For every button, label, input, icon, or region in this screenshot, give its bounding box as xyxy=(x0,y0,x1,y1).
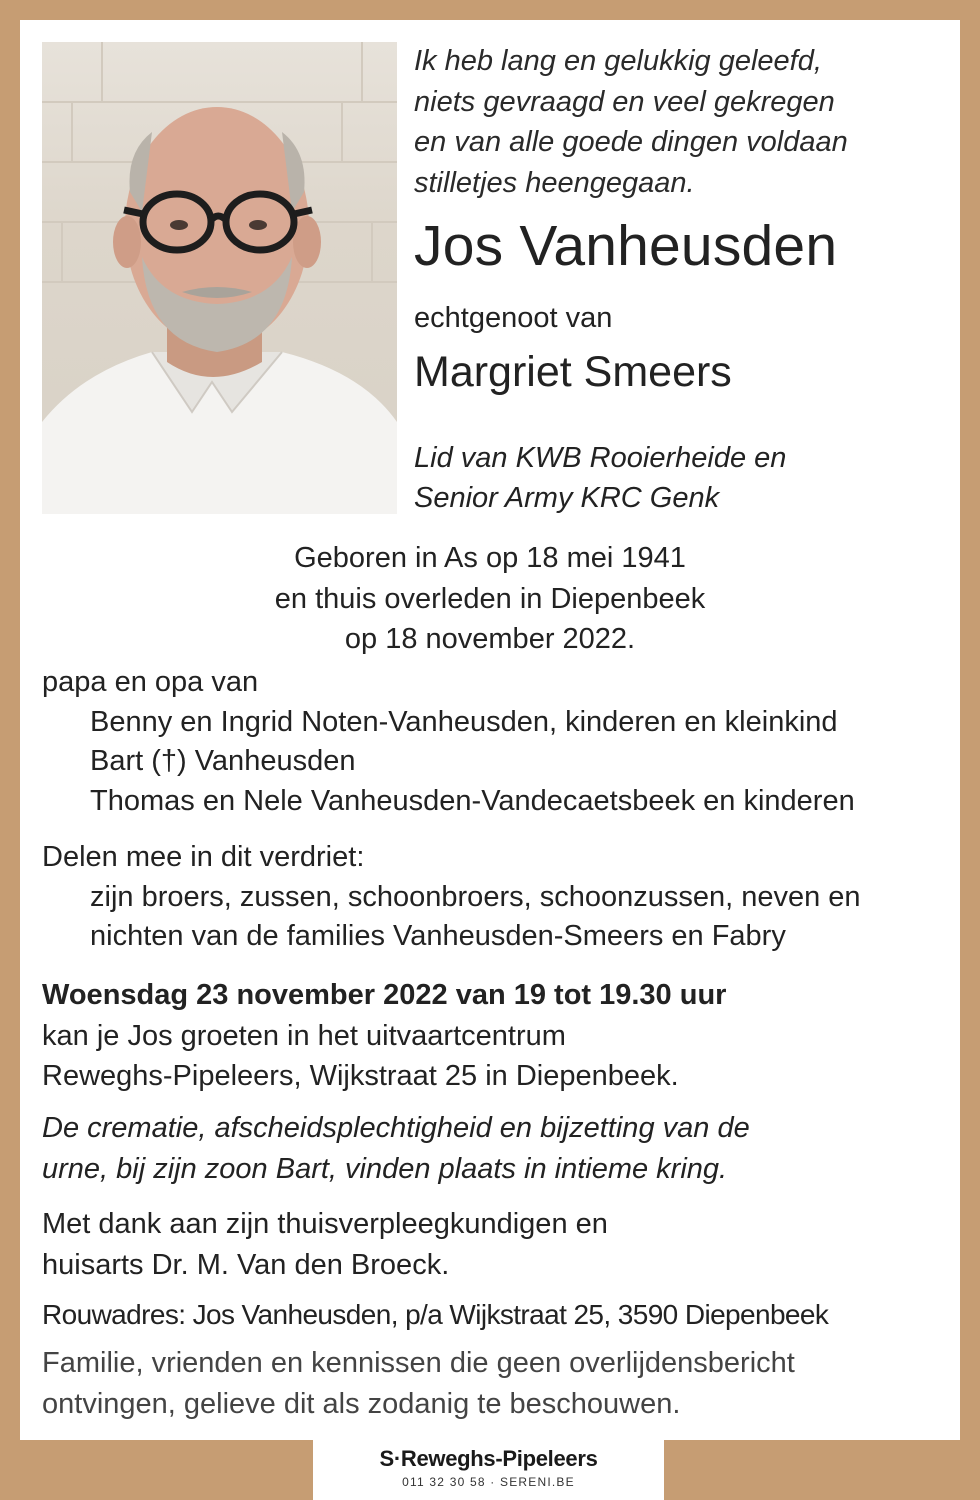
funeral-home-logo xyxy=(313,1440,664,1500)
birth-death-info xyxy=(42,538,938,660)
visitation-line: kan je Jos groeten in het uitvaartcentrum xyxy=(42,1019,566,1052)
membership-line: Lid van KWB Rooierheide en xyxy=(414,442,787,474)
birth-death-line: op 18 november 2022. xyxy=(344,623,636,655)
list-item: Benny en Ingrid Noten-Vanheusden, kinderen en kleinkind xyxy=(90,705,838,738)
children-list xyxy=(42,663,942,821)
funeral-home-name: S·Reweghs-Pipeleers xyxy=(379,1446,598,1471)
thanks-note xyxy=(42,1204,942,1285)
cremation-line: urne, bij zijn zoon Bart, vinden plaats in intieme kring. xyxy=(42,1152,728,1185)
sharing-line: zijn broers, zussen, schoonbroers, schoonzussen, neven en xyxy=(90,880,861,913)
notice xyxy=(42,1343,942,1424)
visitation-info xyxy=(42,975,942,1097)
sharing-intro: Delen mee in dit verdriet: xyxy=(42,841,365,873)
frame-border-top xyxy=(0,0,980,20)
portrait-photo xyxy=(42,42,397,514)
spouse-prefix: echtgenoot van xyxy=(414,302,613,334)
notice-line: Familie, vrienden en kennissen die geen overlijdensbericht xyxy=(42,1347,795,1379)
frame-border-bottom-right xyxy=(664,1440,980,1500)
list-item: Bart (†) Vanheusden xyxy=(90,745,356,777)
mourning-address: Rouwadres: Jos Vanheusden, p/a Wijkstraat 25, 3590 Diepenbeek xyxy=(42,1299,829,1330)
birth-death-line: Geboren in As op 18 mei 1941 xyxy=(294,542,686,574)
membership-line: Senior Army KRC Genk xyxy=(414,482,720,514)
list-item: Thomas en Nele Vanheusden-Vandecaetsbeek en kinderen xyxy=(90,784,855,817)
sharing-line: nichten van de families Vanheusden-Smeers en Fabry xyxy=(90,920,786,952)
sharing-grief xyxy=(42,838,942,957)
funeral-home-contact: 011 32 30 58 · SERENI.BE xyxy=(402,1475,575,1489)
thanks-line: huisarts Dr. M. Van den Broeck. xyxy=(42,1248,450,1281)
birth-death-line: en thuis overleden in Diepenbeek xyxy=(274,582,706,615)
children-intro: papa en opa van xyxy=(42,666,259,698)
spouse-name: Margriet Smeers xyxy=(414,348,732,396)
poem-line: niets gevraagd en veel gekregen xyxy=(414,85,835,118)
cremation-line: De crematie, afscheidsplechtigheid en bijzetting van de xyxy=(42,1112,750,1144)
poem-line: en van alle goede dingen voldaan xyxy=(414,126,848,158)
poem xyxy=(414,41,954,203)
poem-line: Ik heb lang en gelukkig geleefd, xyxy=(414,45,822,77)
notice-line: ontvingen, gelieve dit als zodanig te beschouwen. xyxy=(42,1387,681,1420)
deceased-name: Jos Vanheusden xyxy=(414,214,838,278)
visitation-line: Reweghs-Pipeleers, Wijkstraat 25 in Diepenbeek. xyxy=(42,1060,679,1092)
frame-border-right xyxy=(960,0,980,1500)
frame-border-bottom-left xyxy=(0,1440,313,1500)
frame-border-left xyxy=(0,0,20,1500)
membership xyxy=(414,438,786,518)
visitation-headline: Woensdag 23 november 2022 van 19 tot 19.30 uur xyxy=(42,979,727,1011)
cremation-info xyxy=(42,1108,942,1189)
poem-line: stilletjes heengegaan. xyxy=(414,166,695,199)
thanks-line: Met dank aan zijn thuisverpleegkundigen en xyxy=(42,1208,608,1240)
